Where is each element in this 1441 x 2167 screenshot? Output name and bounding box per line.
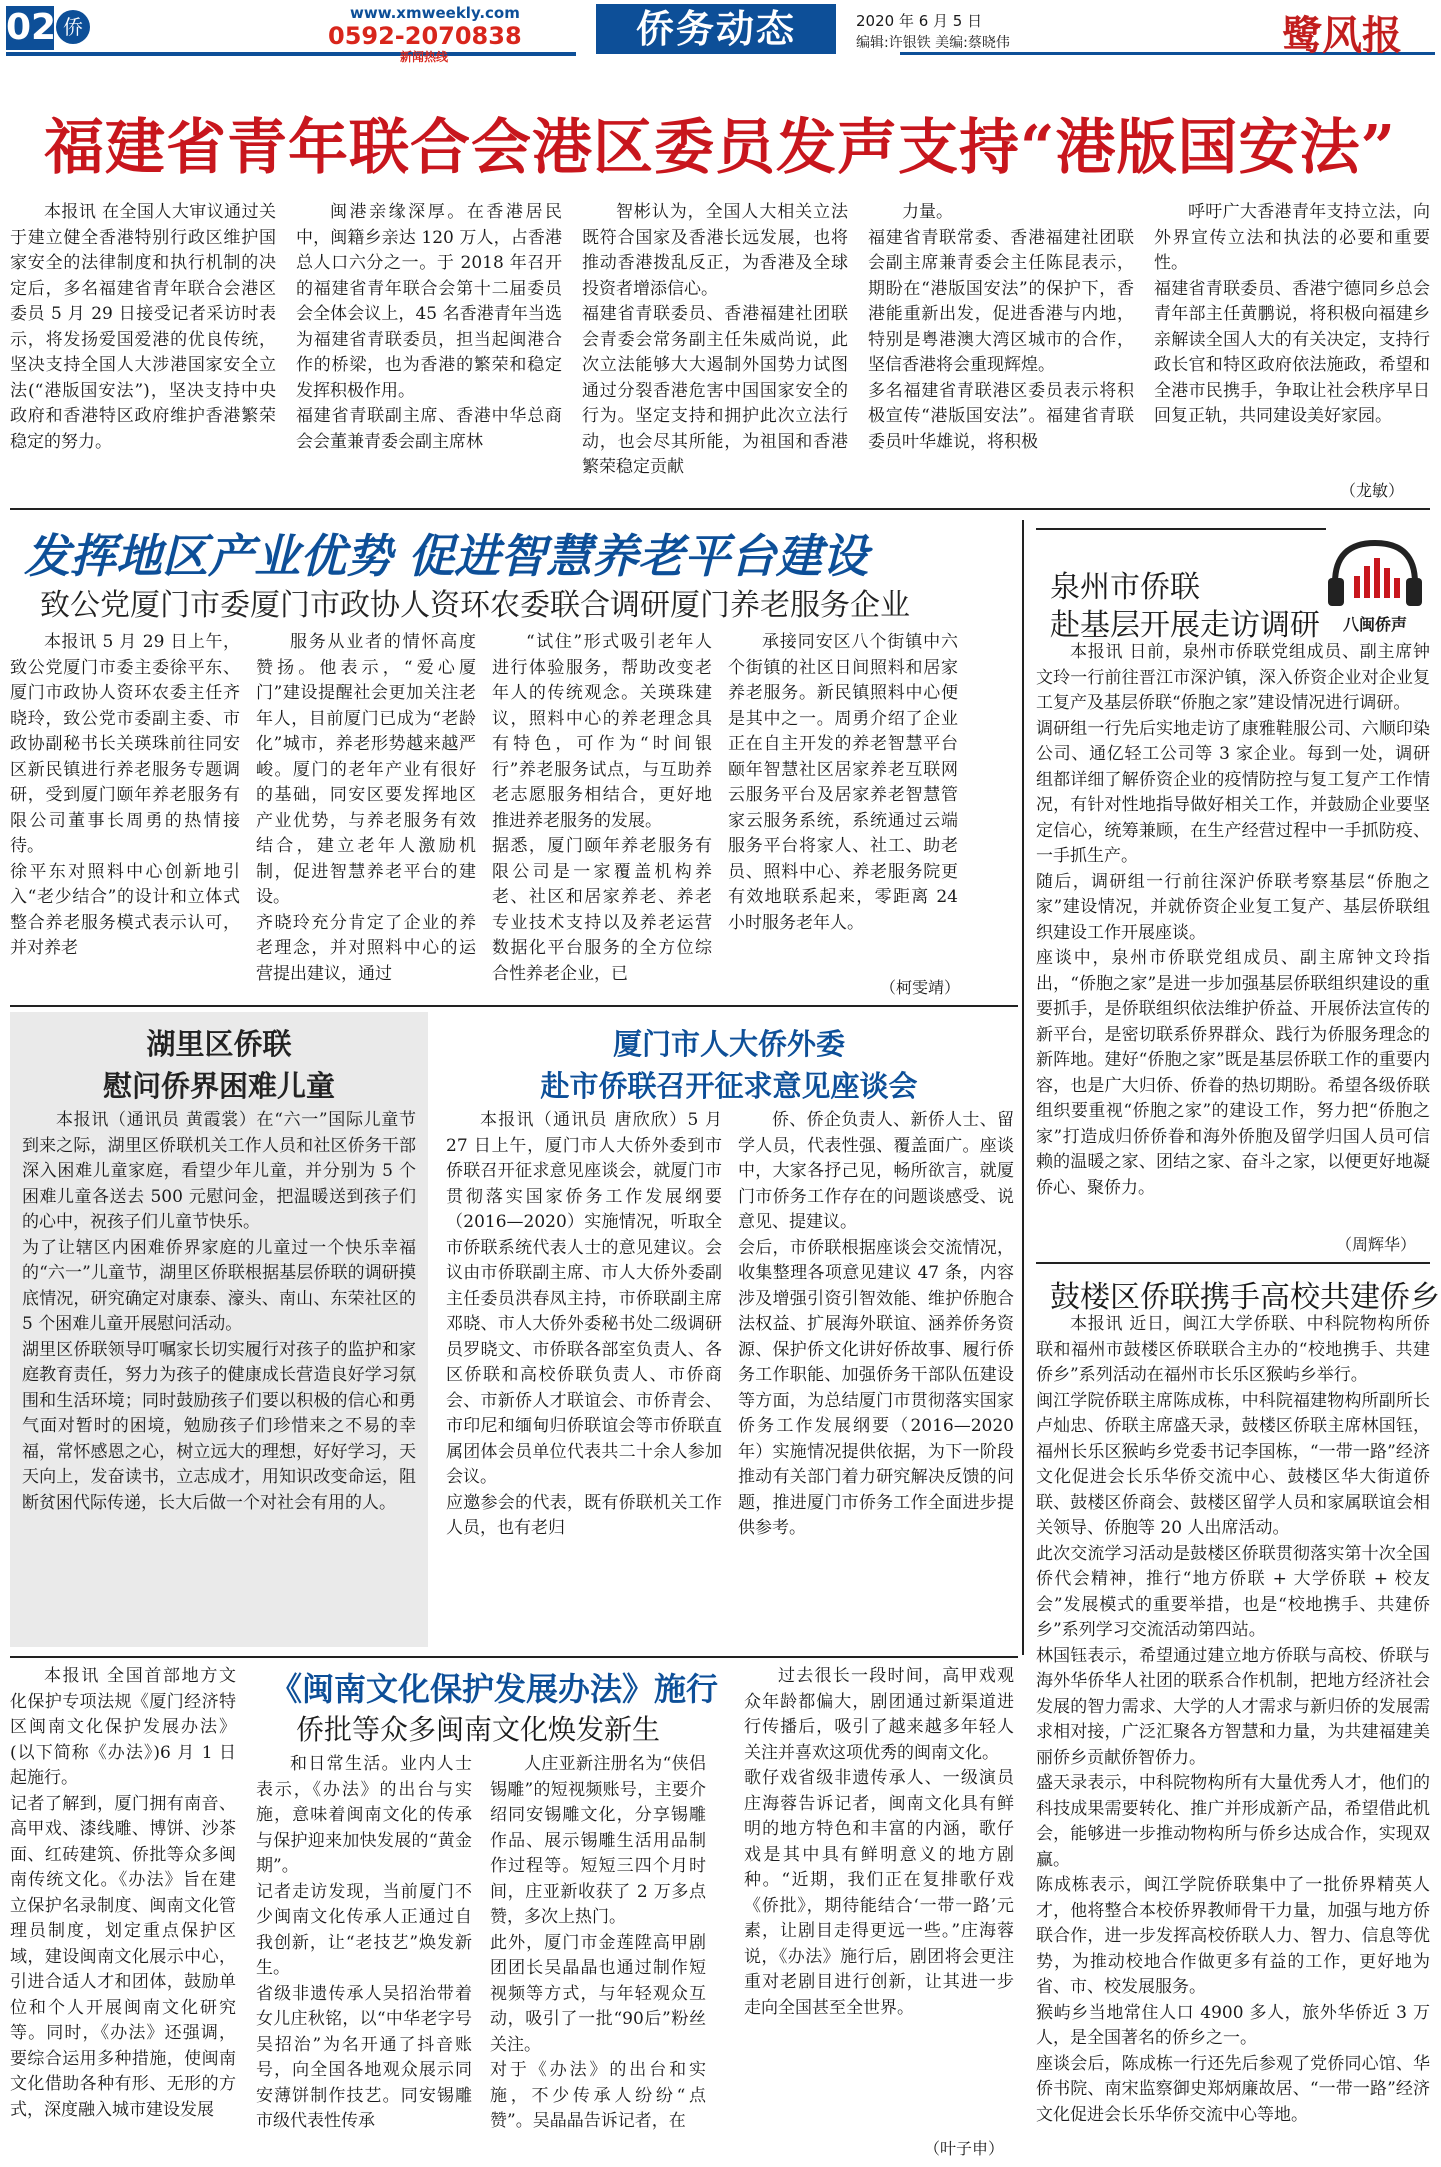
article7-col1-text: 本报讯 全国首部地方文化保护专项法规《厦门经济特区闽南文化保护发展办法》(以下简称《办法》)6 月 1 日起施行。 记者了解到，厦门拥有南音、高甲戏、漆线雕、博饼、沙茶面、红砖建筑、侨批等众多闽南传统文化。《办法》旨在建立保护名录制度、闽南文化管理员制度，划定重点保护区域，建设闽南文化展示中心，引进合适人才和团体，鼓励单位和个人开展闽南文化研究等。同时，《办法》还强调，要综合运用多种措施，使闽南文化借助各种有形、无形的方式，深度融入城市建设发展 [10,1666,236,2120]
article3-byline: （周辉华） [1336,1235,1417,1254]
article5-body-text: 本报讯（通讯员 黄霞裳）在“六一”国际儿童节到来之际，湖里区侨联机关工作人员和社区侨务干部深入困难儿童家庭，看望少年儿童，并分别为 5 个困难儿童各送去 500 元慰问金，把温暖送到孩子们的心中，祝孩子们儿童节快乐。 为了让辖区内困难侨界家庭的儿童过一个快乐幸福的“六一”儿童节，湖里区侨联根据基层侨联的调研摸底情况，研究确定对康泰、濠头、南山、东荣社区的 5 个困难儿童开展慰问活动。 湖里区侨联领导叮嘱家长切实履行对孩子的监护和家庭教育责任，努力为孩子的健康成长营造良好学习氛围和生活环境；同时鼓励孩子们要以积极的信心和勇气面对暂时的困境，勉励孩子们珍惜来之不易的幸福，常怀感恩之心，树立远大的理想，好好学习，天天向上，发奋读书，立志成才，用知识改变命运，阻断贫困代际传递，长大后做一个对社会有用的人。 [22,1110,416,1513]
article3-body [1036,640,1430,1255]
column-badge [1320,538,1430,634]
article2-col3-text: “试住”形式吸引老年人进行体验服务，帮助改变老年人的传统观念。关瑛珠建议，照料中心的养老理念具有特色，可作为“时间银行”养老服务试点，与互助养老志愿服务相结合，更好地推进养老服务的发展。 据悉，厦门颐年养老服务有限公司是一家覆盖机构养老、社区和居家养老、养老专业技术支持以及养老运营数据化平台服务的全方位综合性养老企业，已 [492,632,712,984]
issue-date: 2020 年 6 月 5 日 [856,12,983,30]
article1-col2-text: 闽港亲缘深厚。在香港居民中，闽籍乡亲达 120 万人，占香港总人口六分之一。于 2018 年召开的福建省青年联合会第十二届委员会全体会议上，45 名香港青年当选为福建省青联委员，担当起闽港合作的桥梁，也为香港的繁荣和稳定发挥积极作用。 福建省青联副主席、香港中华总商会会董兼青委会副主席林 [296,202,562,452]
article7-col4 [744,1664,1014,2134]
article3-top-rule [1036,528,1326,530]
site-phone: 0592-2070838 [328,22,522,50]
page-number: 02 [6,7,57,48]
article6-col1-text: 本报讯（通讯员 唐欣欣）5 月 27 日上午，厦门市人大侨外委到市侨联召开征求意见座谈会，就厦门市贯彻落实国家侨务工作发展纲要（2016—2020）实施情况，听取全市侨联系统代表人士的意见建议。会议由市侨联副主席、市人大侨外委副主任委员洪春凤主持，市侨联副主席邓晓、市人大侨外委秘书处二级调研员罗晓文、市侨联各部室负责人、各区侨联和高校侨联负责人、市侨商会、市新侨人才联谊会、市侨青会、市印尼和缅甸归侨联谊会等市侨联直属团体会员单位代表共二十余人参加会议。 应邀参会的代表，既有侨联机关工作人员，也有老归 [446,1110,722,1538]
article4-title: 鼓楼区侨联携手高校共建侨乡 [1050,1280,1440,1315]
divider-3 [10,1656,1018,1658]
site-hotline-label: 新闻热线 [400,50,449,64]
site-banner [310,4,560,62]
article1-col4 [868,200,1134,500]
vertical-divider-right [1022,520,1024,1655]
headphones-icon [1320,538,1430,608]
article3-body-text: 本报讯 日前，泉州市侨联党组成员、副主席钟文玲一行前往晋江市深沪镇，深入侨资企业对企业复工复产及基层侨联“侨胞之家”建设情况进行调研。 调研组一行先后实地走访了康雅鞋服公司、六顺印染公司、通亿轻工公司等 3 家企业。每到一处，调研组都详细了解侨资企业的疫情防控与复工复产工作情况，有针对性地指导做好相关工作，并鼓励企业要坚定信心，统筹兼顾，在生产经营过程中一手抓防疫、一手抓生产。 随后，调研组一行前往深沪侨联考察基层“侨胞之家”建设情况，并就侨资企业复工复产、基层侨联组织建设工作开展座谈。 座谈中，泉州市侨联党组成员、副主席钟文玲指出，“侨胞之家”是进一步加强基层侨联组织建设的重要抓手，是侨联组织依法维护侨益、开展侨法宣传的新平台，是密切联系侨界群众、践行为侨服务理念的新阵地。建好“侨胞之家”既是基层侨联工作的重要内容，也是广大归侨、侨眷的热切期盼。希望各级侨联组织要重视“侨胞之家”的建设工作，努力把“侨胞之家”打造成归侨侨眷和海外侨胞及留学归国人员可信赖的温暖之家、团结之家、奋斗之家，以便更好地凝侨心、聚侨力。 [1036,642,1430,1198]
article1-col1-text: 本报讯 在全国人大审议通过关于建立健全香港特别行政区维护国家安全的法律制度和执行机制的决定后，多名福建省青年联合会港区委员 5 月 29 日接受记者采访时表示，将发扬爱国爱港的优良传统，坚决支持全国人大涉港国家安全立法(“港版国安法”)，坚决支持中央政府和香港特区政府维护香港繁荣稳定的努力。 [10,202,276,452]
article5-title-line2: 慰问侨界困难儿童 [102,1069,335,1103]
page-header [0,0,1441,64]
editors-line: 编辑:许银铁 美编:蔡晓伟 [856,35,1010,51]
article7-col3-text: 人庄亚新注册名为“侠侣锡雕”的短视频账号，主要介绍同安锡雕文化，分享锡雕作品、展示锡雕生活用品制作过程等。短短三四个月时间，庄亚新收获了 2 万多点赞，多次上热门。 此外，厦门市金莲陞高甲剧团团长吴晶晶也通过制作短视频等方式，与年轻观众互动，吸引了一批“90后”粉丝关注。 对于《办法》的出台和实施，不少传承人纷纷“点赞”。吴晶晶告诉记者，在 [490,1754,706,2131]
article6-col2-text: 侨、侨企负责人、新侨人士、留学人员，代表性强、覆盖面广。座谈中，大家各抒己见，畅所欲言，就厦门市侨务工作存在的问题谈感受、说意见、提建议。 会后，市侨联根据座谈会交流情况，收集整理各项意见建议 47 条，内容涉及增强引资引智效能、维护侨胞合法权益、扩展海外联谊、涵养侨务资源、保护侨文化讲好侨故事、履行侨务工作职能、加强侨务干部队伍建设等方面，为总结厦门市贯彻落实国家侨务工作发展纲要（2016—2020 年）实施情况提供依据，为下一阶段推动有关部门着力研究解决反馈的问题，推进厦门市侨务工作全面进步提供参考。 [738,1110,1014,1538]
divider-1 [10,508,1430,510]
article7-col2-text: 和日常生活。业内人士表示，《办法》的出台与实施，意味着闽南文化的传承与保护迎来加快发展的“黄金期”。 记者走访发现，当前厦门不少闽南文化传承人正通过自我创新，让“老技艺”焕发新生。 省级非遗传承人吴招治带着女儿庄秋铭，以“中华老字号吴招治”为名开通了抖音账号，向全国各地观众展示同安薄饼制作技艺。同安锡雕市级代表性传承 [256,1754,472,2131]
article2-title: 发挥地区产业优势 促进智慧养老平台建设 [24,529,869,583]
site-url[interactable]: www.xmweekly.com [350,4,520,22]
article2-col4-text: 承接同安区八个街镇中六个街镇的社区日间照料和居家养老服务。新民镇照料中心便是其中之一。周勇介绍了企业正在自主开发的养老智慧平台颐年智慧社区居家养老互联网云服务平台及居家养老智慧管家云服务系统，系统通过云端服务平台将家人、社工、助老员、照料中心、养老服务院更有效地联系起来，零距离 24 小时服务老年人。 [728,632,958,933]
article2-col2 [256,630,476,1000]
article2-col4 [728,630,958,975]
article2-col1-text: 本报讯 5 月 29 日上午，致公党厦门市委主委徐平东、厦门市政协人资环农委主任齐晓玲，致公党市委副主委、市政协副秘书长关瑛珠前往同安区新民镇进行养老服务专题调研，受到厦门颐年养老服务有限公司董事长周勇的热情接待。 徐平东对照料中心创新地引入“老少结合”的设计和立体式整合养老服务模式表示认可，并对养老 [10,632,240,958]
article7-col4-text: 过去很长一段时间，高甲戏观众年龄都偏大，剧团通过新渠道进行传播后，吸引了越来越多年轻人关注并喜欢这项优秀的闽南文化。 歌仔戏省级非遗传承人、一级演员庄海蓉告诉记者，闽南文化具有鲜明的地方特色和丰富的内涵，歌仔戏是其中具有鲜明意义的地方剧种。“近期，我们正在复排歌仔戏《侨批》，期待能结合‘一带一路’元素，让剧目走得更远一些。”庄海蓉说，《办法》施行后，剧团将会更注重对老剧目进行创新，让其进一步走向全国甚至全世界。 [744,1666,1014,2018]
article5-title-line1: 湖里区侨联 [146,1027,292,1061]
article6-title-line2: 赴市侨联召开征求意见座谈会 [540,1069,918,1103]
article7-col3 [490,1752,706,2160]
article1-col3 [582,200,848,500]
article1-title: 福建省青年联合会港区委员发声支持“港版国安法” [43,113,1397,183]
article1-col1 [10,200,276,500]
article7-col1 [10,1664,236,2160]
article6-col2 [738,1108,1014,1648]
article7-byline: （叶子申） [924,2139,1005,2158]
divider-2 [10,1005,1018,1007]
article6-col1 [446,1108,722,1648]
article1-col5 [1154,200,1430,480]
article1-col4-text: 力量。 福建省青联常委、香港福建社团联会副主席兼青委会主任陈昆表示，期盼在“港版国安法”的保护下，香港能重新出发，促进香港与内地，特别是粤港澳大湾区城市的合作，坚信香港将会重现辉煌。 多名福建省青联港区委员表示将积极宣传“港版国安法”。福建省青联委员叶华雄说，将积极 [868,202,1134,452]
article7-col2 [256,1752,472,2160]
article2-col1 [10,630,240,1000]
article2-col3 [492,630,712,1000]
article2-col2-text: 服务从业者的情怀高度赞扬。他表示，“爱心厦门”建设提醒社会更加关注老年人，目前厦门已成为“老龄化”城市，养老形势越来越严峻。厦门的老年产业有很好的基础，同安区要发挥地区产业优势，与养老服务有效结合，建立老年人激励机制，促进智慧养老平台的建设。 齐晓玲充分肯定了企业的养老理念，并对照料中心的运营提出建议，通过 [256,632,476,984]
divider-right-1 [1036,1262,1430,1264]
article2-byline: （柯雯靖） [880,978,961,997]
article7-subtitle: 侨批等众多闽南文化焕发新生 [296,1713,661,1746]
article4-body-text: 本报讯 近日，闽江大学侨联、中科院物构所侨联和福州市鼓楼区侨联联合主办的“校地携手、共建侨乡”系列活动在福州市长乐区猴屿乡举行。 闽江学院侨联主席陈成栋，中科院福建物构所副所长卢灿忠、侨联主席盛天录，鼓楼区侨联主席林国钰，福州长乐区猴屿乡党委书记李国栋，“一带一路”经济文化促进会长乐华侨交流中心、鼓楼区华大街道侨联、鼓楼区侨商会、鼓楼区留学人员和家属联谊会相关领导、侨胞等 20 人出席活动。 此次交流学习活动是鼓楼区侨联贯彻落实第十次全国侨代会精神，推行“地方侨联 + 大学侨联 + 校友会”发展模式的重要举措，也是“校地携手、共建侨乡”系列学习交流活动第四站。 林国钰表示，希望通过建立地方侨联与高校、侨联与海外华侨华人社团的联系合作机制，把地方经济社会发展的智力需求、大学的人才需求与新归侨的发展需求相对接，广泛汇聚各方智慧和力量，为共建福建美丽侨乡贡献侨智侨力。 盛天录表示，中科院物构所有大量优秀人才，他们的科技成果需要转化、推广并形成新产品，希望借此机会，能够进一步推动物构所与侨乡达成合作，实现双赢。 陈成栋表示，闽江学院侨联集中了一批侨界精英人才，他将整合本校侨界教师骨干力量，加强与地方侨联合作，进一步发挥高校侨联人力、智力、信息等优势，为推动校地合作做更多有益的工作，更好地为省、市、校发展服务。 猴屿乡当地常住人口 4900 多人，旅外华侨近 3 万人，是全国著名的侨乡之一。 座谈会后，陈成栋一行还先后参观了党侨同心馆、华侨书院、南宋监察御史郑炳廉故居、“一带一路”经济文化促进会长乐华侨交流中心等地。 [1036,1314,1430,2125]
article7-title: 《闽南文化保护发展办法》施行 [270,1670,719,1708]
column-name: 八闽侨声 [1342,615,1407,634]
article1-col5-text: 呼吁广大香港青年支持立法，向外界宣传立法和执法的必要和重要性。 福建省青联委员、香港宁德同乡总会青年部主任黄鹏说，将积极向福建乡亲解读全国人大的有关决定，支持行政长官和特区政府依法施政，希望和全港市民携手，争取让社会秩序早日回复正轨，共同建设美好家园。 [1154,202,1430,426]
article5-body [22,1108,416,1640]
article6-title-line1: 厦门市人大侨外委 [612,1027,845,1061]
article3-title-line2: 赴基层开展走访调研 [1050,608,1320,643]
article1-byline: （龙敏） [1340,481,1405,500]
article3-title-line1: 泉州市侨联 [1050,570,1200,605]
article1-col3-text: 智彬认为，全国人大相关立法既符合国家及香港长远发展，也将推动香港拨乱反正，为香港及全球投资者增添信心。 福建省青联委员、香港福建社团联会青委会常务副主任朱威尚说，此次立法能够大大遏制外国势力试图通过分裂香港危害中国国家安全的行为。坚定支持和拥护此次立法行动，也会尽其所能，为祖国和香港繁荣稳定贡献 [582,202,848,477]
article1-col2 [296,200,562,500]
article4-body [1036,1312,1430,2162]
article2-subtitle: 致公党厦门市委厦门市政协人资环农委联合调研厦门养老服务企业 [40,588,910,623]
section-title: 侨务动态 [596,4,836,54]
page-emblem-icon: 侨 [56,10,90,44]
newspaper-brand: 鹭风报 [1282,12,1402,59]
